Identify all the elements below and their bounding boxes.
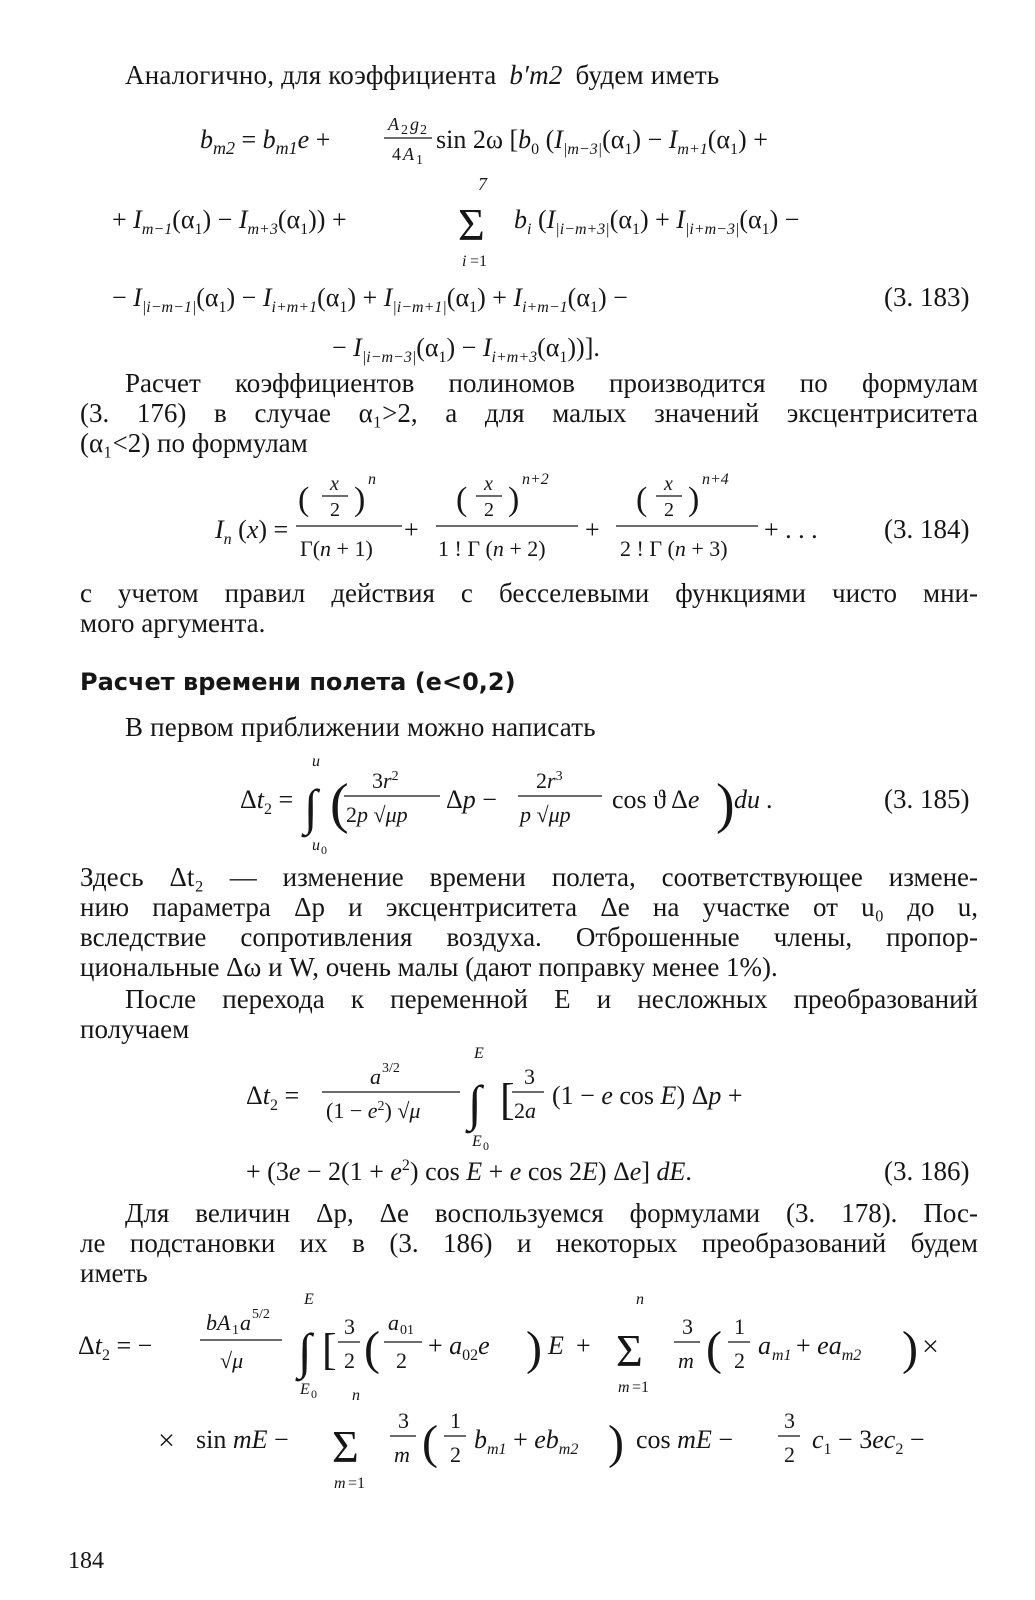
svg-text:sin mE −: sin mE − [196, 1425, 289, 1454]
svg-text:(: ( [456, 481, 468, 518]
svg-text:n+4: n+4 [702, 471, 729, 488]
para1-line: (3. 176) в случае α₁>2, а для малых значений эксцентриситета [80, 398, 978, 428]
svg-text:√μ: √μ [220, 1348, 244, 1373]
svg-text:2: 2 [396, 1348, 407, 1373]
svg-text:+ . . .: + . . . [764, 515, 818, 544]
svg-text:(1 − e cos E) Δp +: (1 − e cos E) Δp + [552, 1081, 743, 1110]
svg-text:=1: =1 [632, 1379, 650, 1396]
svg-text:Δp −: Δp − [446, 785, 497, 814]
svg-text:0: 0 [483, 1139, 489, 1153]
svg-text:sin 2ω [b0 (I|m−3|(α1) − Im+1(: sin 2ω [$b_0$ ($I_{|m-3|}(\alpha_1) - I_{m+1}(\alpha_1)$ + [436, 125, 768, 158]
svg-text:[: [ [322, 1325, 337, 1374]
svg-text:2: 2 [401, 123, 408, 138]
svg-text:du: du [734, 785, 760, 814]
svg-text:m: m [394, 1442, 410, 1467]
svg-text:=1: =1 [348, 1475, 366, 1492]
svg-text:u: u [312, 837, 320, 854]
svg-text:m: m [618, 1379, 630, 1396]
svg-text:m1: m1 [772, 1347, 792, 1364]
svg-text:(: ( [298, 481, 310, 518]
svg-text:Δt2 = −: $\Delta t_2$ = − [78, 1331, 153, 1364]
para4-line: нию параметра Δp и эксцентриситета Δe на участке от u₀ до u, [80, 892, 978, 922]
svg-text:p √μp: p √μp [520, 802, 571, 827]
svg-text:x: x [664, 473, 673, 495]
svg-text:1: 1 [232, 1323, 239, 1338]
svg-text:+: + [576, 1331, 591, 1360]
svg-text:− I|i−m−3|(α1) − Ii+m+3(α1))].: − $I_{|i-m-3|}(\alpha_1) - I_{i+m+3}(\alpha_1)$)]. [332, 333, 600, 366]
svg-text:n: n [352, 1387, 360, 1404]
equation-3-183 [0, 100, 1035, 380]
para5-line: получаем [80, 1014, 190, 1044]
svg-text:E: E [300, 1381, 310, 1398]
svg-text:x: x [330, 473, 339, 495]
svg-text:2 ! Γ (n + 3): 2 ! Γ (n + 3) [620, 536, 728, 561]
svg-text:3: 3 [784, 1408, 795, 1433]
svg-text:×: × [922, 1330, 939, 1363]
svg-text:0: 0 [321, 843, 327, 857]
svg-text:n: n [368, 471, 376, 488]
paragraph-bessel [80, 578, 978, 638]
svg-text:.: . [766, 785, 773, 814]
svg-text:1: 1 [450, 1408, 461, 1433]
svg-text:3: 3 [682, 1314, 693, 1339]
svg-text:Δt2 =: $\Delta t_2$ = [240, 785, 294, 818]
svg-text:): ) [508, 481, 520, 518]
svg-text:(3. 184): (3. 184) [884, 514, 970, 544]
svg-text:): ) [608, 1416, 624, 1469]
intro-line [125, 60, 719, 90]
svg-text:E: E [304, 1291, 314, 1308]
svg-text:A: A [388, 114, 399, 134]
paragraph-substitution [80, 1198, 978, 1288]
svg-text:(: ( [422, 1416, 438, 1469]
svg-text:2: 2 [450, 1442, 461, 1467]
equation-3-184 [0, 460, 1035, 580]
svg-text:Γ(n + 1): Γ(n + 1) [300, 536, 373, 561]
svg-text:cos ϑ Δe: cos ϑ Δe [612, 785, 700, 814]
svg-text:In (x) =: $I_n$ (x) = [215, 515, 289, 548]
svg-text:2: 2 [484, 499, 494, 521]
svg-text:− I|i−m−1|(α1) − Ii+m+1(α1) +: − $I_{|i-m-1|}(\alpha_1) - I_{i+m+1}(\alpha_1) + I_{|i-m+1|}(\alpha_1) + I_{i+m-1}(\alpha_1)$ − [112, 283, 628, 316]
svg-text:a: a [370, 1064, 381, 1089]
para4-line: вследствие сопротивления воздуха. Отброшенные члены, пропор- [80, 922, 978, 952]
para6-line: иметь [80, 1258, 148, 1288]
svg-text:a: a [240, 1310, 251, 1335]
svg-text:): ) [688, 481, 700, 518]
svg-text:0: 0 [311, 1387, 317, 1401]
svg-text:[: [ [500, 1075, 515, 1124]
svg-text:(: ( [364, 1322, 380, 1375]
svg-text:m: m [678, 1348, 694, 1373]
equation-final [0, 1290, 1035, 1500]
svg-text:2: 2 [344, 1348, 355, 1373]
svg-text:x: x [484, 473, 493, 495]
svg-text:1: 1 [416, 153, 423, 168]
intro-symbol: b′m2 [509, 60, 563, 90]
para2-line: мого аргумента. [80, 608, 266, 638]
svg-text:01: 01 [400, 1323, 414, 1338]
svg-text:(: ( [706, 1322, 722, 1375]
svg-text:2: 2 [330, 499, 340, 521]
page-number: 184 [68, 1548, 104, 1574]
svg-text:+ Im−1(α1) − Im+3(α1)) +: + $I_{m-1}(\alpha_1) - I_{m+3}(\alpha_1)$) + [112, 205, 347, 238]
svg-text:cos mE −: cos mE − [636, 1425, 734, 1454]
svg-text:+ (3e − 2(1 + e2) cos E + e co: + ($3e - 2(1 + e^2)$ cos E + e cos 2E) Δe] dE. [246, 1157, 692, 1186]
svg-text:g: g [410, 114, 419, 134]
svg-text:Σ: Σ [332, 1421, 359, 1472]
svg-text:(: ( [330, 773, 349, 835]
svg-text:2: 2 [420, 123, 427, 138]
paragraph-transition [80, 984, 978, 1044]
svg-text:(1 − e2) √μ: $(1 - e^2)$ √μ [326, 1098, 421, 1123]
svg-text:3: 3 [524, 1064, 535, 1089]
eq183-number: (3. 183) [884, 282, 970, 312]
svg-text:u: u [312, 753, 320, 770]
svg-text:2a: 2a [514, 1098, 536, 1123]
para4-line: циональные Δω и W, очень малы (дают поправку менее 1%). [80, 952, 778, 982]
svg-text:+: + [404, 515, 419, 544]
svg-text:2: 2 [734, 1348, 745, 1373]
equation-3-185 [0, 752, 1035, 862]
svg-text:Σ: Σ [616, 1325, 643, 1376]
svg-text:): ) [354, 481, 366, 518]
svg-text:(3. 186): (3. 186) [884, 1156, 970, 1186]
svg-text:3r2: $3r^2$ [372, 768, 399, 793]
svg-text:): ) [716, 773, 735, 835]
svg-text:a: a [758, 1331, 771, 1360]
svg-text:2: 2 [664, 499, 674, 521]
intro-text: Аналогично, для коэффициента [125, 60, 497, 90]
svg-text:A: A [403, 144, 414, 164]
svg-text:∫: ∫ [468, 1075, 482, 1131]
svg-text:=1: =1 [470, 253, 488, 270]
svg-text:∫: ∫ [298, 1323, 312, 1379]
para6-line: ле подстановки их в (3. 186) и некоторых преобразований будем [80, 1228, 978, 1258]
paragraph-first-approx: В первом приближении можно написать [125, 712, 596, 742]
svg-text:): ) [526, 1322, 542, 1375]
svg-text:3: 3 [344, 1314, 355, 1339]
paragraph-coefficients [80, 368, 978, 458]
svg-text:E: E [472, 1133, 482, 1150]
svg-text:c1 − 3ec2 −: $c_1 - 3ec_2$ − [812, 1425, 925, 1458]
para1-line: (α₁<2) по формулам [80, 428, 308, 458]
svg-text:∫: ∫ [304, 779, 318, 835]
svg-text:): ) [902, 1322, 918, 1375]
svg-text:2p √μp: 2p √μp [346, 802, 408, 827]
svg-text:m: m [334, 1475, 346, 1492]
svg-text:1 ! Γ (n + 2): 1 ! Γ (n + 2) [438, 536, 546, 561]
svg-text:(3. 185): (3. 185) [884, 784, 970, 814]
svg-text:3/2: 3/2 [382, 1061, 400, 1076]
svg-text:i: i [462, 253, 467, 270]
para2-line: с учетом правил действия с бесселевыми функциями чисто мни- [80, 578, 978, 608]
svg-text:a: a [388, 1310, 399, 1335]
svg-text:Σ: Σ [458, 199, 485, 250]
svg-text:+ eam2: + $ea_{m2}$ [796, 1331, 862, 1364]
svg-text:4: 4 [392, 144, 401, 164]
svg-text:bm1 + ebm2: $b_{m1} + eb_{m2}$ [474, 1425, 579, 1458]
svg-text:2: 2 [784, 1442, 795, 1467]
equation-3-186 [0, 1040, 1035, 1190]
svg-text:+ a02e: + $a_{02}e$ [428, 1331, 490, 1364]
svg-text:7: 7 [478, 174, 487, 194]
svg-text:bi (I|i−m+3|(α1) + I|i+m−3|(α1: $b_i$ ($I_{|i-m+3|}(\alpha_1) + I_{|i+m-3|}(\alpha_1)$ − [514, 205, 800, 238]
para6-line: Для величин Δp, Δe воспользуемся формулами (3. 178). Пос- [125, 1198, 978, 1228]
paragraph-explanation [80, 862, 978, 982]
intro-tail: будем иметь [575, 60, 720, 90]
svg-text:+: + [585, 515, 600, 544]
svg-text:2r3: $2r^3$ [536, 768, 563, 793]
svg-text:n+2: n+2 [522, 471, 549, 488]
svg-text:n: n [636, 1291, 644, 1308]
svg-text:5/2: 5/2 [252, 1307, 270, 1322]
eq183-line1: $b_{m2} = b_{m1}e$ + [200, 125, 331, 158]
svg-text:Δt2 =: $\Delta t_2$ = [246, 1081, 300, 1114]
para1-line: Расчет коэффициентов полиномов производится по формулам [125, 368, 978, 398]
svg-text:×: × [158, 1424, 175, 1457]
svg-text:3: 3 [398, 1408, 409, 1433]
section-heading: Расчет времени полета (e<0,2) [80, 668, 516, 696]
svg-text:(: ( [636, 481, 648, 518]
svg-text:bA: bA [206, 1310, 231, 1335]
svg-text:1: 1 [734, 1314, 745, 1339]
svg-text:E: E [474, 1045, 484, 1062]
svg-text:E: E [548, 1331, 564, 1360]
para4-line: Здесь Δt₂ — изменение времени полета, соответствующее измене- [80, 862, 978, 892]
para5-line: После перехода к переменной E и несложных преобразований [125, 984, 978, 1014]
